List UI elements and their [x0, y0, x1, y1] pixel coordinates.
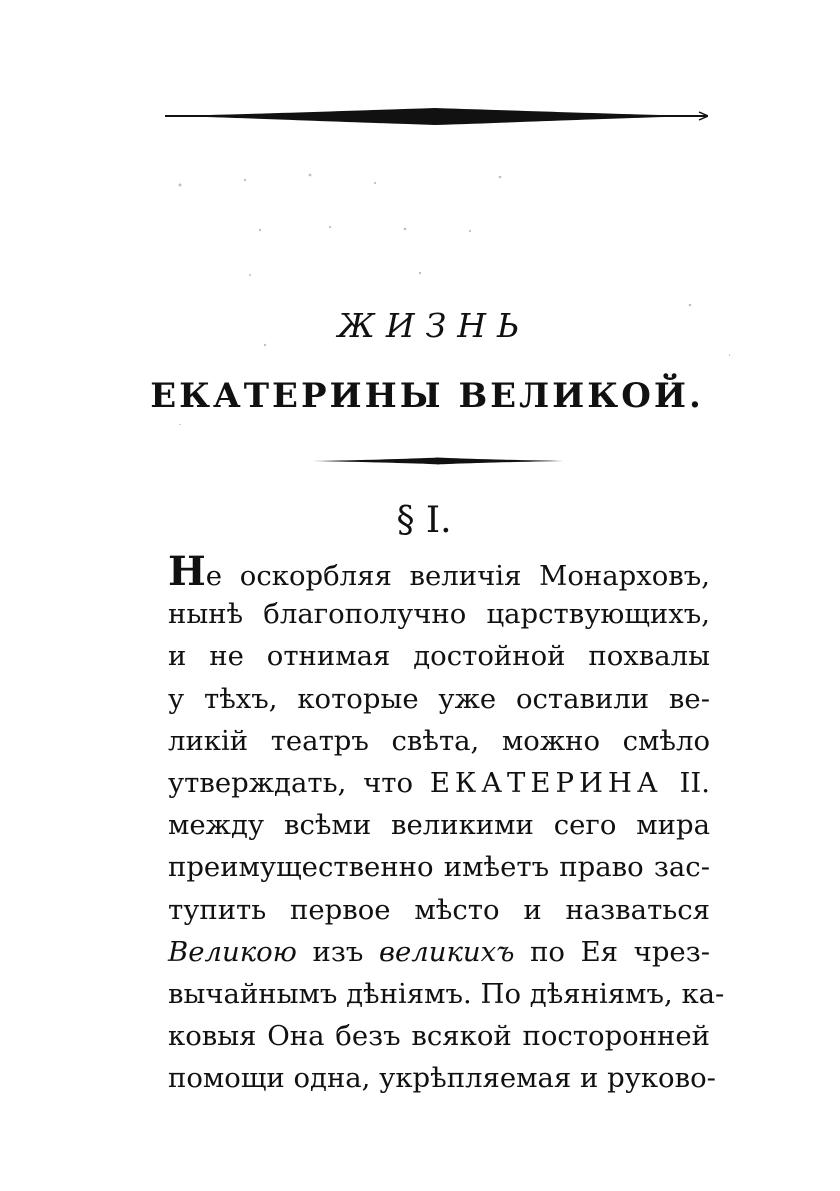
text-line: у тѣхъ, которые уже оставили ве-: [168, 682, 710, 715]
text-line: преимущественно имѣетъ право зас-: [168, 851, 710, 884]
text-segment: по Ея чрез-: [530, 935, 710, 968]
ornamental-rule: [163, 104, 708, 128]
text-line: [168, 931, 710, 973]
body-paragraph: [168, 548, 725, 1099]
text-line: между всѣми великими сего мира: [168, 809, 710, 842]
italic-word: великихъ: [378, 935, 515, 968]
italic-word: Великою: [168, 935, 297, 968]
page-title-line-1: ЖИЗНЬ: [337, 306, 531, 345]
text-segment: II.: [679, 766, 711, 799]
text-segment: утверждать, что: [168, 766, 414, 799]
section-divider-rule: [312, 456, 564, 466]
text-line: помощи одна, укрѣпляемая и руково-: [168, 1062, 716, 1095]
name-spaced: ЕКАТЕРИНА: [429, 766, 663, 799]
text-line: ликій театръ свѣта, можно смѣло: [168, 724, 710, 757]
text-line: нынѣ благополучно царствующихъ,: [168, 598, 710, 631]
text-line: вычайнымъ дѣніямъ. По дѣяніямъ, ка-: [168, 977, 725, 1010]
text-line-content: е оскорбляя величія Монарховъ,: [205, 560, 710, 592]
text-line: [168, 548, 710, 595]
text-line: и не отнимая достойной похвалы: [168, 640, 710, 673]
section-heading: § I.: [396, 500, 452, 541]
page-title-line-2: ЕКАТЕРИНЫ ВЕЛИКОЙ.: [150, 376, 704, 416]
drop-initial: Н: [168, 548, 206, 595]
text-segment: изъ: [312, 935, 364, 968]
text-line: тупить первое мѣсто и назваться: [168, 893, 710, 926]
text-line: ковыя Она безъ всякой посторонней: [168, 1020, 710, 1053]
text-line: [168, 762, 710, 804]
